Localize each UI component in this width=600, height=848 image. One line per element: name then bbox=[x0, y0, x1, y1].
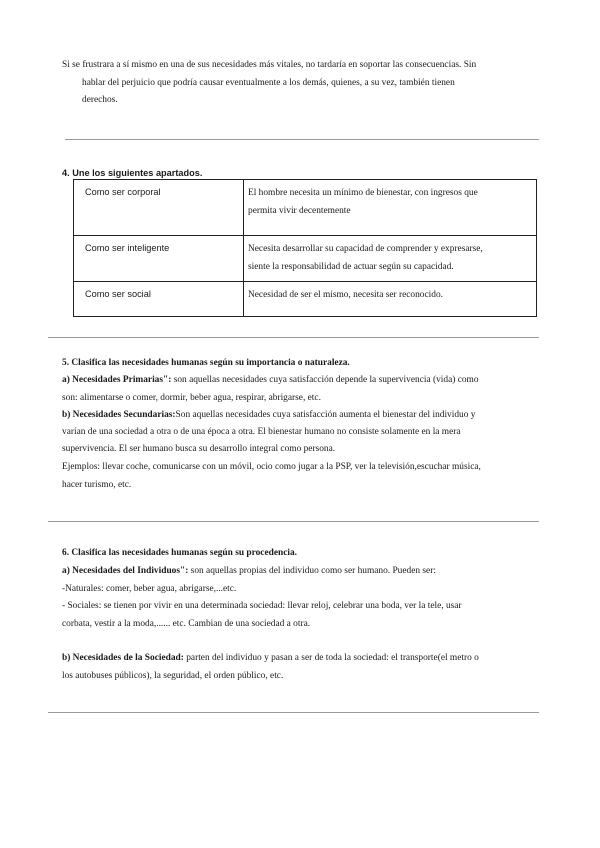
table-cell-left: Como ser corporal bbox=[74, 180, 244, 236]
q5-b-text: Son aquellas necesidades cuya satisfacción aumenta el bienestar del individuo y bbox=[175, 410, 476, 420]
intro-line-1: Si se frustrara a sí mismo en una de sus necesidades más vitales, no tardaría en soportar las consecuencias. Sin bbox=[62, 60, 477, 70]
q6-title: 6. Clasifica las necesidades humanas según su procedencia. bbox=[62, 548, 298, 558]
q5-b-line-2: varían de una sociedad a otra o de una época a otra. El bienestar humano no consiste solamente en la mera bbox=[62, 427, 461, 437]
intro-line-2: hablar del perjuicio que podría causar eventualmente a los demás, quienes, a su vez, también tienen bbox=[82, 78, 455, 88]
q6-b-line-2: los autobuses públicos), la seguridad, el orden público, etc. bbox=[62, 671, 284, 681]
divider-4 bbox=[48, 712, 539, 713]
cell-line: siente la responsabilidad de actuar según su capacidad. bbox=[248, 262, 454, 272]
table-row bbox=[74, 180, 537, 236]
cell-line: permita vivir decentemente bbox=[248, 206, 351, 216]
q5-b-line-1 bbox=[62, 411, 475, 420]
q5-b-line-3: supervivencia. El ser humano busca su desarrollo integral como persona. bbox=[62, 444, 336, 454]
divider-3 bbox=[48, 521, 539, 522]
q5-a-text: son aquellas necesidades cuya satisfacción depende la supervivencia (vida) como bbox=[171, 375, 479, 385]
table-cell-left: Como ser inteligente bbox=[74, 236, 244, 282]
q6-sociales-line-2: corbata, vestir a la moda,...... etc. Cambian de una sociedad a otra. bbox=[62, 619, 311, 629]
divider-1 bbox=[65, 139, 539, 140]
q5-a-label: a) Necesidades Primarias": bbox=[62, 375, 172, 385]
q6-a-line bbox=[62, 567, 436, 576]
table-row bbox=[74, 282, 537, 317]
q6-sociales-line-1: - Sociales: se tienen por vivir en una determinada sociedad: llevar reloj, celebrar una boda, ver la tele, usar bbox=[62, 601, 462, 611]
q6-b-line-1 bbox=[62, 654, 479, 663]
intro-line-3: derechos. bbox=[82, 95, 118, 105]
q6-a-text: son aquellas propias del individuo como ser humano. Pueden ser: bbox=[188, 566, 436, 576]
table-cell-right bbox=[244, 180, 537, 236]
cell-line: Necesita desarrollar su capacidad de comprender y expresarse, bbox=[248, 244, 483, 254]
table-row bbox=[74, 236, 537, 282]
q4-title: 4. Une los siguientes apartados. bbox=[62, 168, 203, 178]
cell-line: Necesidad de ser el mismo, necesita ser reconocido. bbox=[248, 290, 443, 300]
matching-table bbox=[73, 179, 537, 317]
q5-examples-line-1: Ejemplos: llevar coche, comunicarse con un móvil, ocio como jugar a la PSP, ver la televisión,escuchar música, bbox=[62, 462, 481, 472]
cell-line: El hombre necesita un mínimo de bienestar, con ingresos que bbox=[248, 188, 478, 198]
q5-examples-line-2: hacer turismo, etc. bbox=[62, 480, 132, 490]
divider-2 bbox=[48, 337, 539, 338]
table-cell-right bbox=[244, 282, 537, 317]
q6-b-text: parten del individuo y pasan a ser de toda la sociedad: el transporte(el metro o bbox=[183, 653, 479, 663]
q5-a-line-1 bbox=[62, 376, 479, 385]
q6-b-label: b) Necesidades de la Sociedad: bbox=[62, 653, 184, 663]
table-cell-left: Como ser social bbox=[74, 282, 244, 317]
q5-b-label: b) Necesidades Secundarias: bbox=[62, 410, 176, 420]
q6-naturales-line: -Naturales: comer, beber agua, abrigarse,...etc. bbox=[62, 584, 237, 594]
q5-a-line-2: son: alimentarse o comer, dormir, beber agua, respirar, abrigarse, etc. bbox=[62, 393, 321, 403]
q5-title: 5. Clasifica las necesidades humanas según su importancia o naturaleza. bbox=[62, 358, 350, 368]
table-cell-right bbox=[244, 236, 537, 282]
q6-a-label: a) Necesidades del Individuos": bbox=[62, 566, 189, 576]
